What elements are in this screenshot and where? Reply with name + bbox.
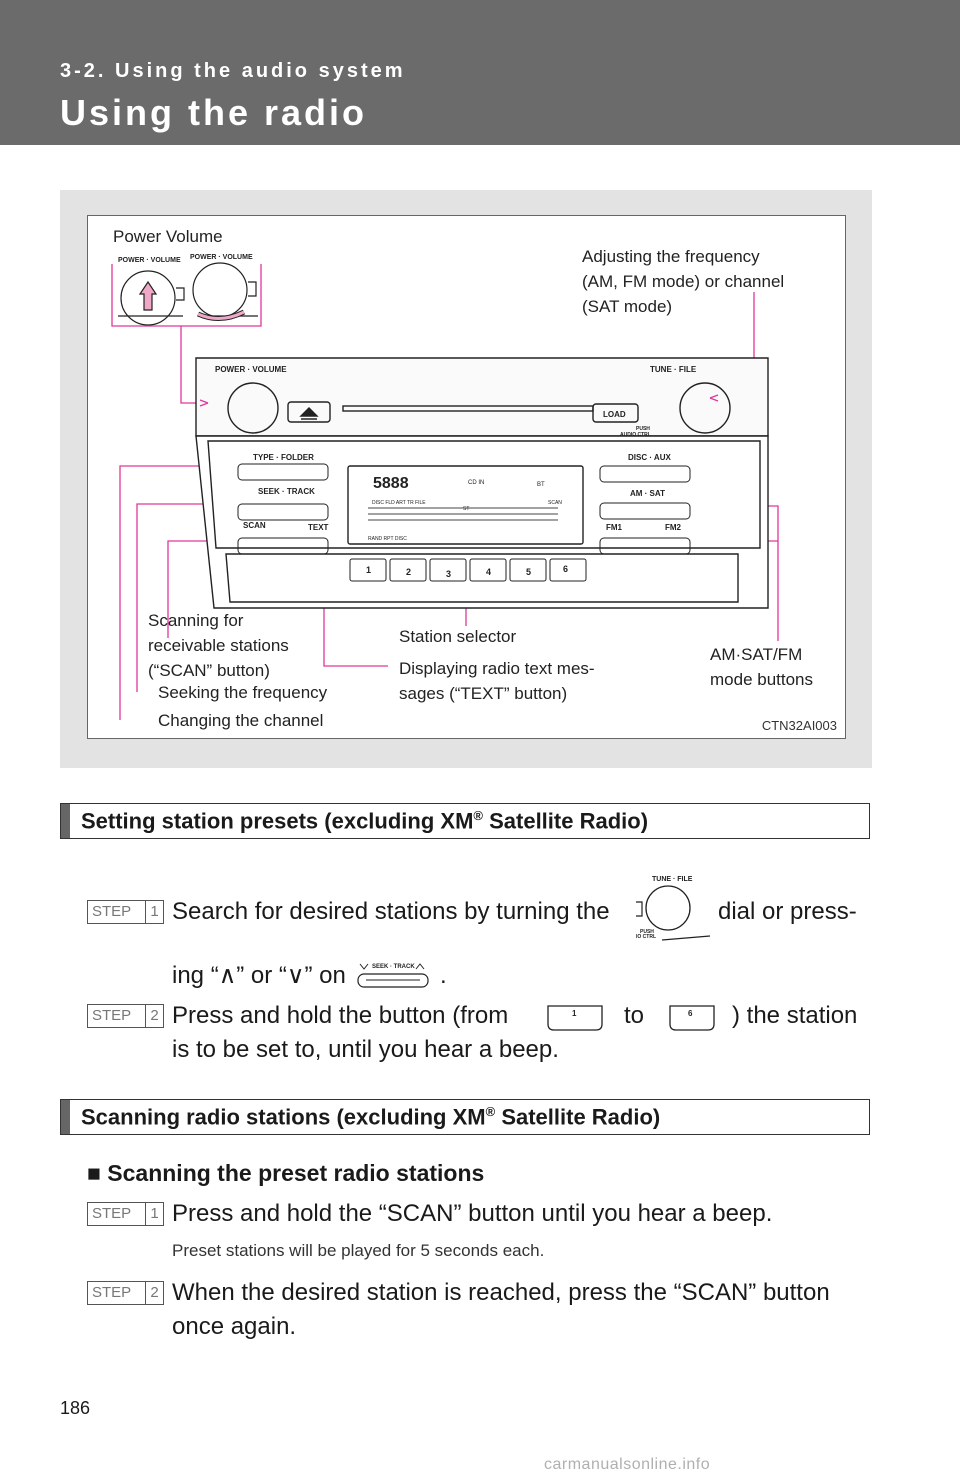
page-header xyxy=(0,0,960,145)
step1-text-d: . xyxy=(440,962,447,989)
scan-note: Preset stations will be played for 5 seconds each. xyxy=(172,1241,545,1260)
seek-track-button-icon xyxy=(356,958,430,992)
radio-figure xyxy=(87,215,846,739)
heading-bar xyxy=(61,804,70,838)
section-heading-scanning: Scanning radio stations (excluding XM® Satellite Radio) xyxy=(60,1099,870,1135)
svg-text:AM · SAT: AM · SAT xyxy=(630,489,665,498)
svg-text:SEEK · TRACK: SEEK · TRACK xyxy=(372,964,415,970)
scan-step2-text-a: When the desired station is reached, press the “SCAN” button xyxy=(172,1279,830,1306)
label-changing: Changing the channel xyxy=(158,711,324,730)
svg-text:FM1: FM1 xyxy=(606,523,622,532)
step2-text-d: is to be set to, until you hear a beep. xyxy=(172,1036,559,1063)
label-mode-buttons: AM·SAT/FM mode buttons xyxy=(710,645,814,689)
label-adjusting: Adjusting the frequency (AM, FM mode) or channel (SAT mode) xyxy=(582,247,785,316)
svg-text:1: 1 xyxy=(572,1009,577,1018)
svg-text:SEEK · TRACK: SEEK · TRACK xyxy=(258,487,315,496)
label-scanning: Scanning for receivable stations (“SCAN” button) xyxy=(148,611,289,680)
svg-text:4: 4 xyxy=(486,567,492,577)
step2-text-b: to xyxy=(624,1002,645,1029)
page-title: Using the radio xyxy=(60,92,368,133)
volume-knob-turn-icon xyxy=(193,263,247,317)
heading-bar xyxy=(61,1100,70,1134)
step-badge: STEP 2 xyxy=(87,1004,164,1028)
svg-text:PUSH: PUSH xyxy=(640,929,654,935)
svg-text:1: 1 xyxy=(366,565,372,575)
svg-text:ST: ST xyxy=(463,506,470,512)
label-power-volume: Power Volume xyxy=(113,227,223,246)
step2-text-a: Press and hold the button (from xyxy=(172,1002,509,1029)
svg-text:FM2: FM2 xyxy=(665,523,681,532)
page-number: 186 xyxy=(60,1398,91,1418)
sub-heading-preset-scan: ■ Scanning the preset radio stations xyxy=(87,1160,485,1186)
svg-text:5: 5 xyxy=(526,567,532,577)
svg-text:IO CTRL: IO CTRL xyxy=(636,934,656,940)
svg-text:DISC · AUX: DISC · AUX xyxy=(628,453,671,462)
figure-code: CTN32AI003 xyxy=(761,718,837,733)
scan-step1-text: Press and hold the “SCAN” button until you hear a beep. xyxy=(172,1200,773,1227)
svg-text:AUDIO CTRL: AUDIO CTRL xyxy=(620,432,651,438)
tune-file-dial-icon xyxy=(632,872,712,942)
svg-text:POWER · VOLUME: POWER · VOLUME xyxy=(190,254,253,261)
label-seeking: Seeking the frequency xyxy=(158,683,328,702)
svg-text:SCAN: SCAN xyxy=(548,500,562,506)
preset-6-button-icon xyxy=(668,1004,716,1032)
svg-text:DISC FLD ART TR FILE: DISC FLD ART TR FILE xyxy=(372,500,426,506)
svg-text:TUNE · FILE: TUNE · FILE xyxy=(650,365,697,374)
svg-text:TYPE · FOLDER: TYPE · FOLDER xyxy=(253,453,314,462)
svg-text:BT: BT xyxy=(537,482,545,488)
svg-text:6: 6 xyxy=(563,564,569,574)
step2-text-c: ) the station xyxy=(732,1002,858,1029)
svg-text:6: 6 xyxy=(688,1009,693,1018)
svg-text:CD IN: CD IN xyxy=(468,480,485,486)
step-badge: STEP 2 xyxy=(87,1281,164,1305)
section-label: 3-2. Using the audio system xyxy=(60,60,406,82)
section-heading-presets: Setting station presets (excluding XM® Satellite Radio) xyxy=(60,803,870,839)
step1-text-a: Search for desired stations by turning the xyxy=(172,898,610,925)
svg-text:RAND RPT DISC: RAND RPT DISC xyxy=(368,536,407,542)
svg-text:5888: 5888 xyxy=(373,475,409,492)
preset-1-button-icon xyxy=(546,1004,604,1032)
svg-text:LOAD: LOAD xyxy=(603,410,626,419)
svg-text:TUNE · FILE: TUNE · FILE xyxy=(652,876,693,883)
svg-text:POWER · VOLUME: POWER · VOLUME xyxy=(118,257,181,264)
step-badge: STEP 1 xyxy=(87,1202,164,1226)
svg-text:2: 2 xyxy=(406,567,412,577)
step-badge: STEP 1 xyxy=(87,900,164,924)
label-displaying: Displaying radio text mes- sages (“TEXT” button) xyxy=(399,659,595,703)
svg-text:TEXT: TEXT xyxy=(308,523,329,532)
scan-step2-text-b: once again. xyxy=(172,1313,297,1340)
label-station-selector: Station selector xyxy=(399,627,517,646)
svg-text:PUSH: PUSH xyxy=(636,426,650,432)
watermark: carmanualsonline.info xyxy=(544,1456,711,1473)
svg-text:3: 3 xyxy=(446,569,452,579)
step1-text-c: ing “∧” or “∨” on xyxy=(172,962,346,989)
step1-text-b: dial or press- xyxy=(718,898,857,925)
svg-text:SCAN: SCAN xyxy=(243,521,266,530)
svg-text:POWER · VOLUME: POWER · VOLUME xyxy=(215,365,287,374)
knob-inset xyxy=(118,254,258,325)
